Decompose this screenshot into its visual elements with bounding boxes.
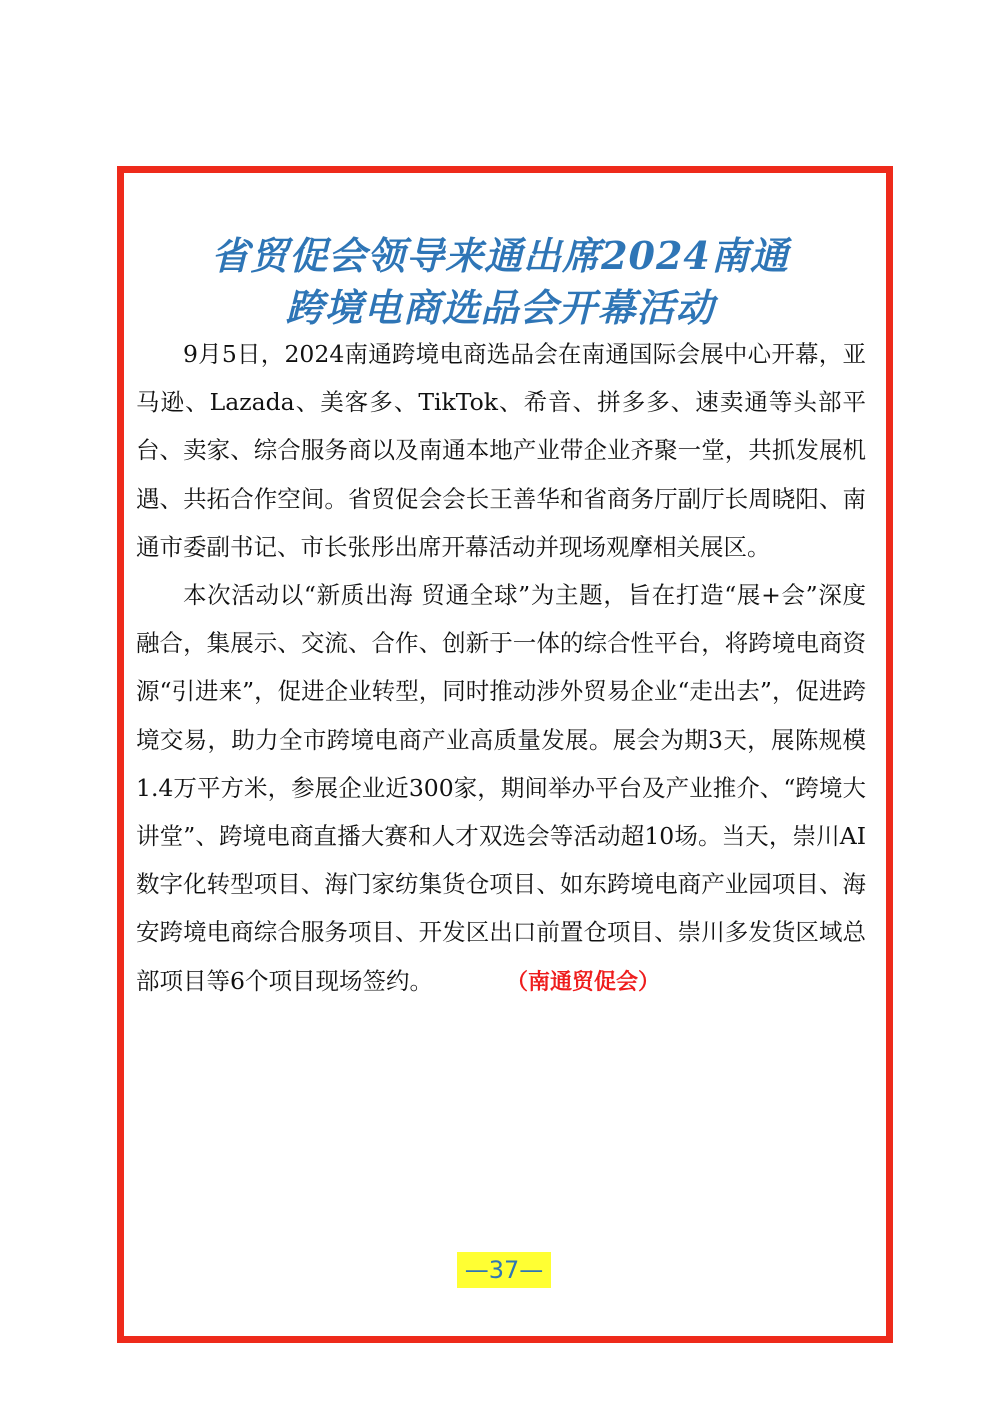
article-source: （南通贸促会）: [516, 968, 660, 995]
article-body: [136, 330, 866, 1006]
page-number: —37—: [457, 1252, 551, 1288]
article-title-line-1: 省贸促会领导来通出席2024南通: [211, 233, 789, 278]
article-paragraph-1: 9月5日，2024南通跨境电商选品会在南通国际会展中心开幕，亚马逊、Lazada、美客多、TikTok、希音、拼多多、速卖通等头部平台、卖家、综合服务商以及南通本地产业带企业齐聚一堂，共抓发展机遇、共拓合作空间。省贸促会会长王善华和省商务厅副厅长周晓阳、南通市委副书记、市长张彤出席开幕活动并现场观摩相关展区。: [136, 340, 866, 561]
article-paragraph-2: [136, 571, 866, 1006]
article-paragraph-2-text: 本次活动以“新质出海 贸通全球”为主题，旨在打造“展+会”深度融合，集展示、交流、合作、创新于一体的综合性平台，将跨境电商资源“引进来”，促进企业转型，同时推动涉外贸易企业“走出去”，促进跨境交易，助力全市跨境电商产业高质量发展。展会为期3天，展陈规模1.4万平方米，参展企业近300家，期间举办平台及产业推介、“跨境大讲堂”、跨境电商直播大赛和人才双选会等活动超10场。当天，崇川AI数字化转型项目、海门家纺集货仓项目、如东跨境电商产业园项目、海安跨境电商综合服务项目、开发区出口前置仓项目、崇川多发货区域总部项目等6个项目现场签约。: [136, 581, 866, 995]
article-title-line-2: 跨境电商选品会开幕活动: [285, 285, 715, 330]
